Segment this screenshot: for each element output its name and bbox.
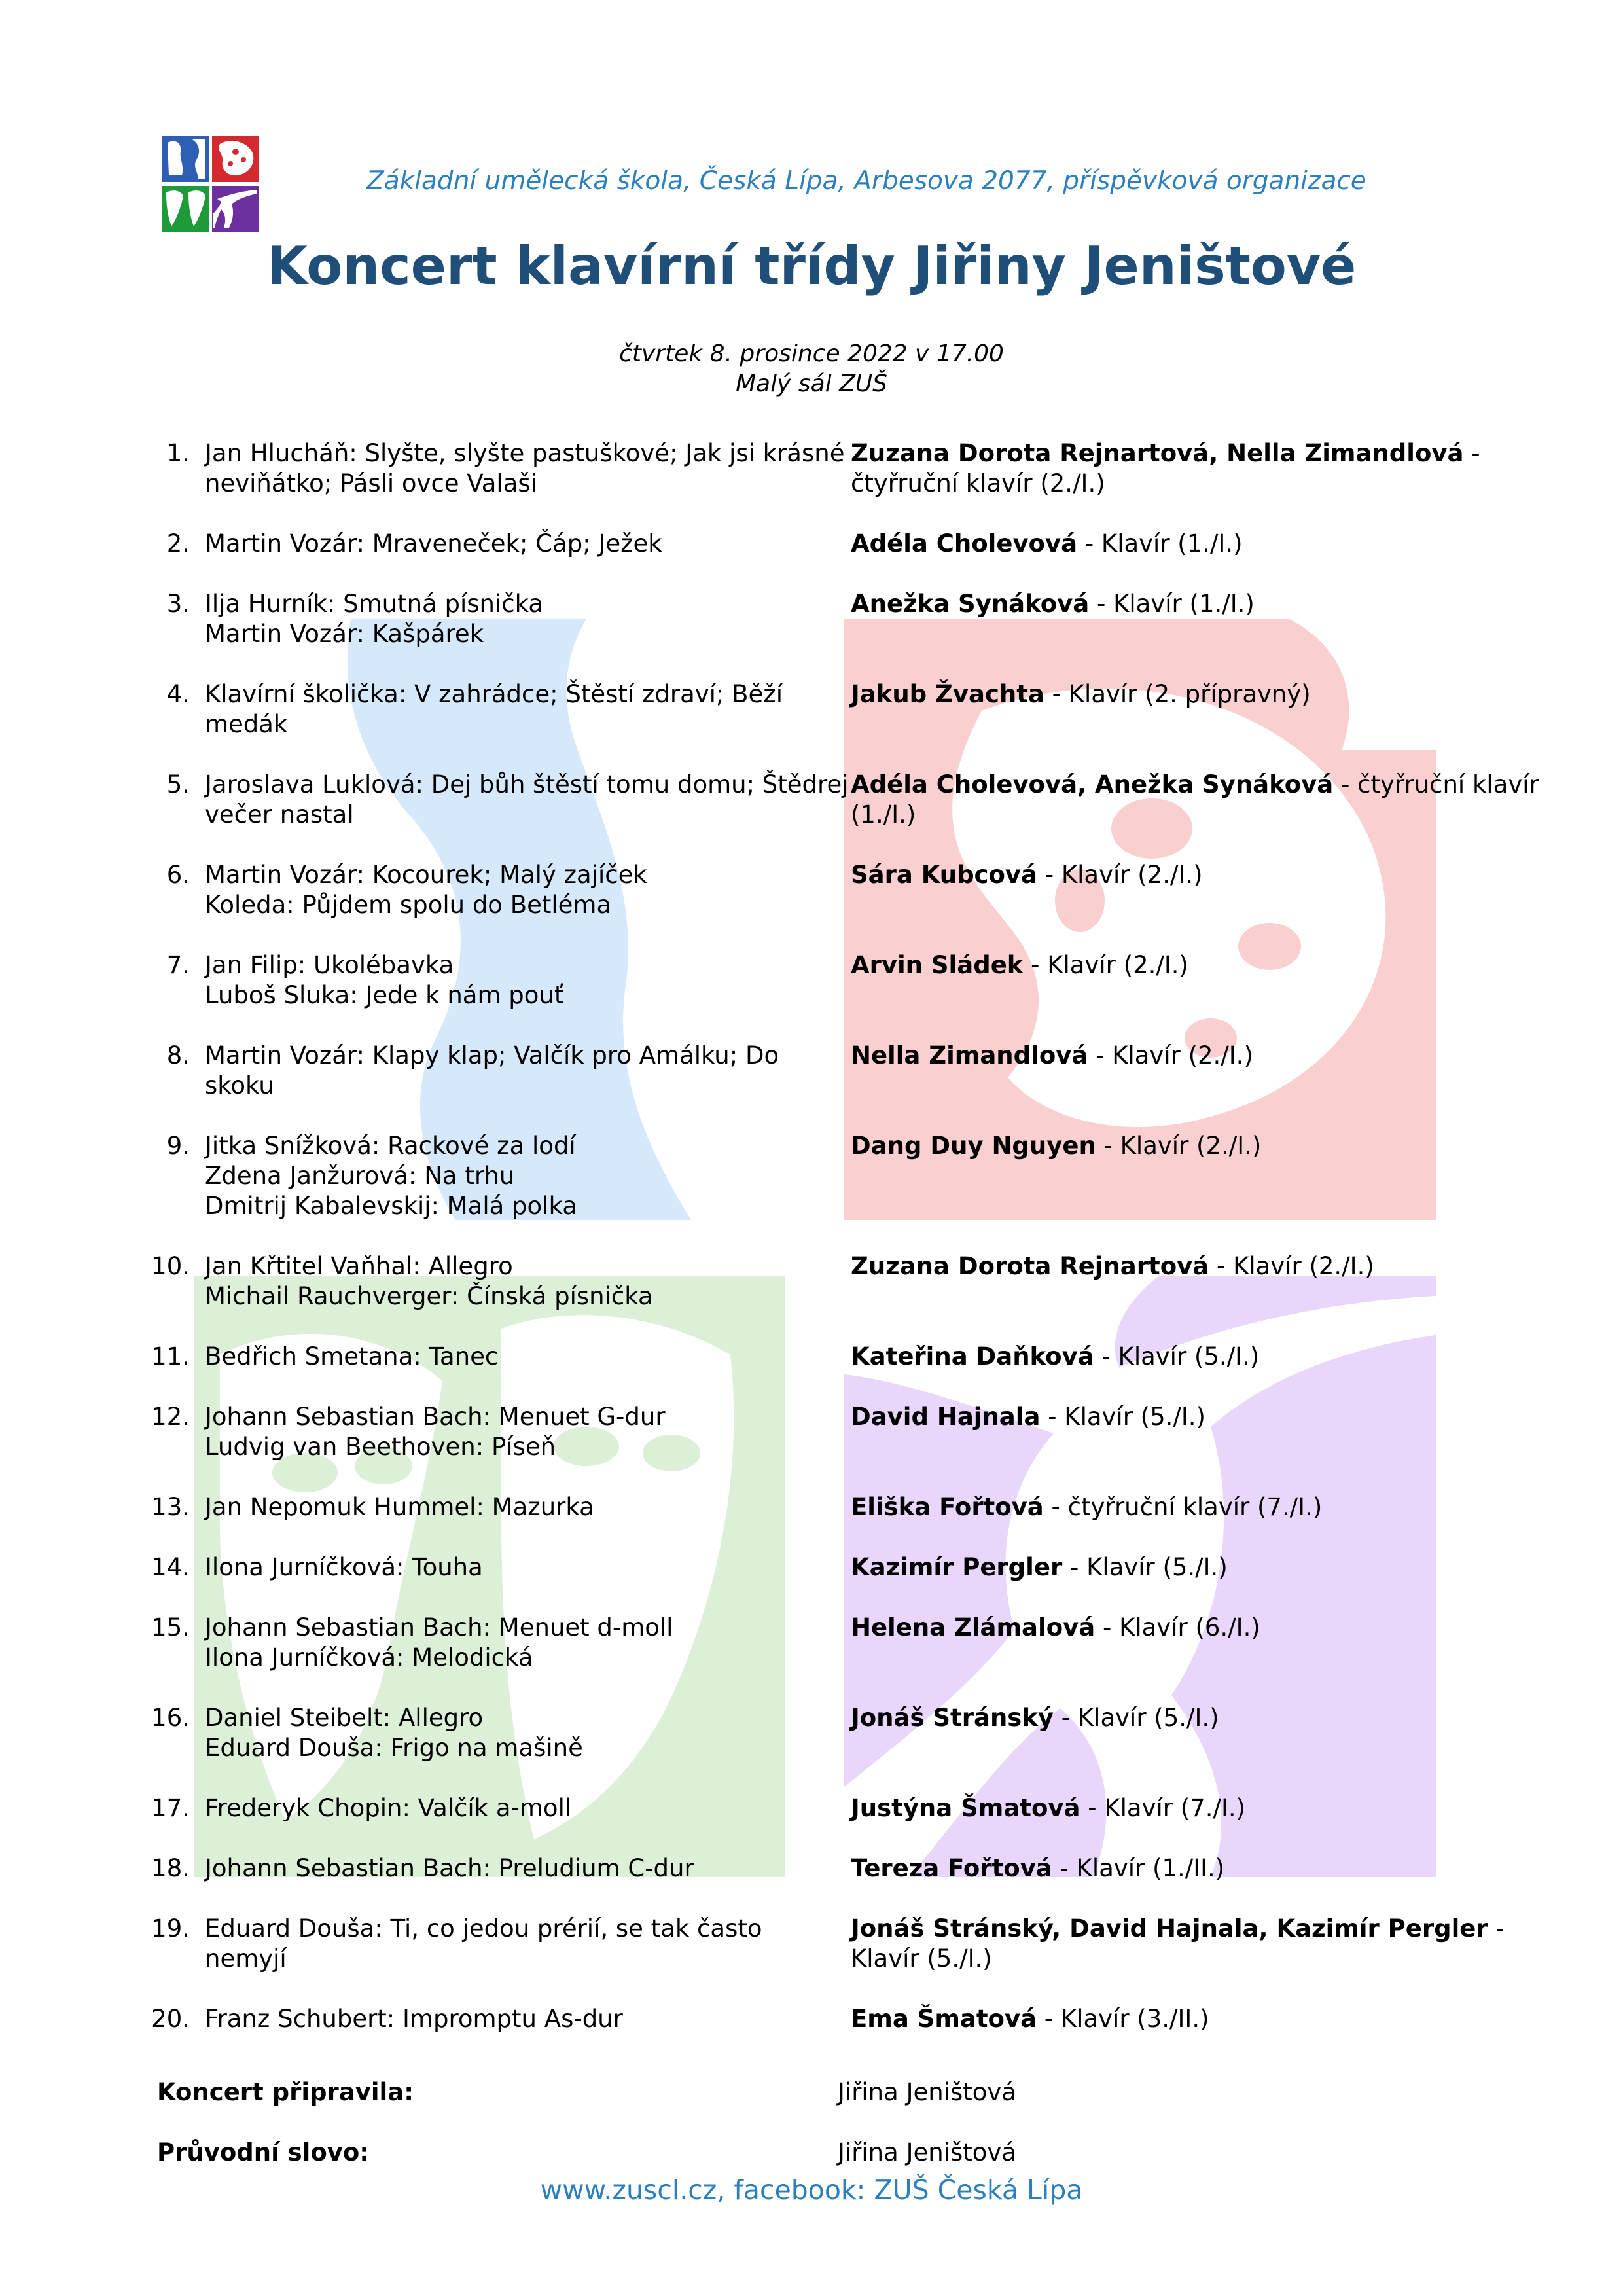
program-item-performers <box>851 770 1571 830</box>
instrument-info: - Klavír (2./I.) <box>1088 1041 1253 1069</box>
performer-names: Ema Šmatová <box>851 2005 1037 2033</box>
program-item-compositions <box>205 439 859 499</box>
program-item <box>131 2004 1479 2034</box>
performer-names: Eliška Fořtová <box>851 1493 1044 1521</box>
instrument-info: - Klavír (6./I.) <box>1095 1613 1260 1641</box>
program-item-performers <box>851 1131 1571 1161</box>
performer-names: Zuzana Dorota Rejnartová <box>851 1252 1209 1280</box>
performer-names: Nella Zimandlová <box>851 1041 1088 1069</box>
program-item-number: 4. <box>166 680 190 708</box>
program-item <box>131 1131 1479 1221</box>
program-item-performers <box>851 1793 1571 1823</box>
instrument-info: - Klavír (5./I.) <box>1062 1553 1228 1581</box>
composition-line: Eduard Douša: Ti, co jedou prérií, se tak často <box>205 1914 762 1943</box>
composition-line: Bedřich Smetana: Tanec <box>205 1342 499 1371</box>
program-item-performers <box>851 1854 1571 1884</box>
program-item <box>131 1854 1479 1884</box>
composition-line: Daniel Steibelt: Allegro <box>205 1704 484 1732</box>
composition-line: Ilona Jurníčková: Melodická <box>205 1643 533 1672</box>
instrument-info: - Klavír (2. přípravný) <box>1044 680 1311 708</box>
performer-names: Sára Kubcová <box>851 861 1037 889</box>
program-item <box>131 1613 1479 1673</box>
program-item <box>131 950 1479 1011</box>
program-item <box>131 1492 1479 1522</box>
program-item-number: 6. <box>166 861 190 889</box>
program-item-performers <box>851 1492 1571 1522</box>
program-item-performers <box>851 1552 1571 1583</box>
program-item <box>131 589 1479 649</box>
program-item-performers <box>851 679 1571 709</box>
program-item-performers <box>851 1251 1571 1282</box>
program-item-number: 10. <box>151 1252 190 1280</box>
composition-line: Dmitrij Kabalevskij: Malá polka <box>205 1192 577 1220</box>
composition-line: skoku <box>205 1071 274 1100</box>
program-item-performers <box>851 1914 1571 1974</box>
composition-line: neviňátko; Pásli ovce Valaši <box>205 469 537 497</box>
program-item <box>131 1552 1479 1583</box>
program-list <box>131 439 1539 2064</box>
program-item-compositions <box>205 1793 859 1823</box>
credit-prepared-value: Jiřina Jeništová <box>838 2078 1016 2106</box>
program-item-compositions <box>205 1402 859 1462</box>
program-item-number: 11. <box>151 1342 190 1371</box>
program-item-number: 19. <box>151 1914 190 1943</box>
program-item-performers <box>851 1402 1571 1432</box>
program-item-compositions <box>205 589 859 649</box>
instrument-info: - Klavír (5./I.) <box>1040 1403 1205 1431</box>
instrument-info: - Klavír (5./I.) <box>851 1914 1505 1973</box>
performer-names: Jonáš Stránský, David Hajnala, Kazimír Pergler <box>851 1914 1488 1943</box>
program-item-compositions <box>205 950 859 1011</box>
program-item <box>131 439 1479 499</box>
instrument-info: - Klavír (1./I.) <box>1089 590 1255 618</box>
program-item-number: 5. <box>166 770 190 798</box>
performer-names: Adéla Cholevová, Anežka Synáková <box>851 770 1334 798</box>
program-item-compositions <box>205 1552 859 1583</box>
program-item <box>131 860 1479 920</box>
program-item <box>131 1703 1479 1763</box>
program-item-number: 16. <box>151 1704 190 1732</box>
instrument-info: - Klavír (2./I.) <box>1037 861 1203 889</box>
composition-line: Jan Křtitel Vaňhal: Allegro <box>205 1252 513 1280</box>
program-item <box>131 1402 1479 1462</box>
program-item-number: 18. <box>151 1854 190 1882</box>
composition-line: Johann Sebastian Bach: Preludium C-dur <box>205 1854 694 1882</box>
instrument-info: - Klavír (1./I.) <box>1077 529 1243 558</box>
composition-line: Johann Sebastian Bach: Menuet G-dur <box>205 1403 666 1431</box>
composition-line: večer nastal <box>205 800 354 829</box>
composition-line: Franz Schubert: Impromptu As-dur <box>205 2005 623 2033</box>
instrument-info: - Klavír (2./I.) <box>1096 1132 1262 1160</box>
school-name: Základní umělecká škola, Česká Lípa, Arbesova 2077, příspěvková organizace <box>366 166 1366 196</box>
program-item-compositions <box>205 1342 859 1372</box>
performer-names: Dang Duy Nguyen <box>851 1132 1096 1160</box>
program-item-compositions <box>205 770 859 830</box>
program-item-compositions <box>205 679 859 740</box>
program-item-compositions <box>205 529 859 559</box>
instrument-info: - Klavír (3./II.) <box>1037 2005 1209 2033</box>
program-item-performers <box>851 1342 1571 1372</box>
program-item-compositions <box>205 860 859 920</box>
composition-line: Michail Rauchverger: Čínská písnička <box>205 1282 653 1310</box>
credit-prepared-label: Koncert připravila: <box>157 2078 414 2106</box>
composition-line: Koleda: Půjdem spolu do Betléma <box>205 891 612 919</box>
performer-names: Jonáš Stránský <box>851 1704 1054 1732</box>
event-info <box>0 339 1623 399</box>
composition-line: Frederyk Chopin: Valčík a-moll <box>205 1794 572 1822</box>
credit-speech-value: Jiřina Jeništová <box>838 2138 1016 2166</box>
program-item-compositions <box>205 1613 859 1673</box>
program-item-performers <box>851 950 1571 980</box>
composition-line: Zdena Janžurová: Na trhu <box>205 1162 515 1190</box>
composition-line: Johann Sebastian Bach: Menuet d-moll <box>205 1613 673 1641</box>
program-item-compositions <box>205 1854 859 1884</box>
program-item-number: 12. <box>151 1403 190 1431</box>
instrument-info: - Klavír (5./I.) <box>1094 1342 1260 1371</box>
program-item-performers <box>851 1613 1571 1643</box>
composition-line: Jaroslava Luklová: Dej bůh štěstí tomu domu; Štědrej <box>205 770 849 798</box>
composition-line: Martin Vozár: Kocourek; Malý zajíček <box>205 861 647 889</box>
program-item <box>131 1914 1505 1974</box>
performer-names: Anežka Synáková <box>851 590 1090 618</box>
program-item <box>131 679 1479 740</box>
program-item-number: 3. <box>166 590 190 618</box>
performer-names: Helena Zlámalová <box>851 1613 1096 1641</box>
composition-line: Ludvig van Beethoven: Píseň <box>205 1433 556 1461</box>
instrument-info: - čtyřruční klavír (2./I.) <box>851 439 1480 497</box>
program-item <box>131 1342 1479 1372</box>
instrument-info: - Klavír (5./I.) <box>1054 1704 1219 1732</box>
program-item-compositions <box>205 1251 859 1312</box>
program-item <box>131 1793 1479 1823</box>
composition-line: nemyjí <box>205 1945 287 1973</box>
program-item <box>131 1251 1479 1312</box>
performer-names: Arvin Sládek <box>851 951 1024 979</box>
program-item-performers <box>851 1041 1571 1071</box>
performer-names: Tereza Fořtová <box>851 1854 1052 1882</box>
performer-names: Justýna Šmatová <box>851 1794 1080 1822</box>
composition-line: Martin Vozár: Klapy klap; Valčík pro Amálku; Do <box>205 1041 779 1069</box>
program-item-number: 17. <box>151 1794 190 1822</box>
composition-line: Jitka Snížková: Rackové za lodí <box>205 1132 576 1160</box>
instrument-info: - čtyřruční klavír (7./I.) <box>1043 1493 1323 1521</box>
program-item-compositions <box>205 1914 859 1974</box>
program-item-number: 20. <box>151 2005 190 2033</box>
program-item-compositions <box>205 1492 859 1522</box>
program-item-number: 8. <box>166 1041 190 1069</box>
program-item <box>131 529 1479 559</box>
composition-line: Martin Vozár: Kašpárek <box>205 620 484 648</box>
program-item-performers <box>851 529 1571 559</box>
composition-line: Jan Filip: Ukolébavka <box>205 951 454 979</box>
credit-speech-label: Průvodní slovo: <box>157 2138 370 2166</box>
program-item-performers <box>851 1703 1571 1733</box>
program-item-compositions <box>205 2004 859 2034</box>
composition-line: Klavírní školička: V zahrádce; Štěstí zdraví; Běží <box>205 680 783 708</box>
credit-prepared <box>157 2077 1139 2138</box>
composition-line: Luboš Sluka: Jede k nám pouť <box>205 981 564 1009</box>
program-item-number: 15. <box>151 1613 190 1641</box>
page-title: Koncert klavírní třídy Jiřiny Jeništové <box>266 236 1357 296</box>
program-item-number: 1. <box>166 439 190 467</box>
instrument-info: - Klavír (2./I.) <box>1209 1252 1374 1280</box>
instrument-info: - Klavír (2./I.) <box>1023 951 1188 979</box>
composition-line: Ilona Jurníčková: Touha <box>205 1553 483 1581</box>
composition-line: Jan Hlucháň: Slyšte, slyšte pastuškové; Jak jsi krásné <box>205 439 845 467</box>
program-item-compositions <box>205 1703 859 1763</box>
event-venue: Malý sál ZUŠ <box>736 370 887 397</box>
program-item-compositions <box>205 1131 859 1221</box>
event-date: čtvrtek 8. prosince 2022 v 17.00 <box>619 340 1004 367</box>
performer-names: David Hajnala <box>851 1403 1041 1431</box>
composition-line: medák <box>205 710 288 738</box>
instrument-info: - Klavír (7./I.) <box>1080 1794 1246 1822</box>
program-item-compositions <box>205 1041 859 1101</box>
instrument-info: - čtyřruční klavír (1./I.) <box>851 770 1539 829</box>
performer-names: Zuzana Dorota Rejnartová, Nella Zimandlová <box>851 439 1464 467</box>
footer-links[interactable]: www.zuscl.cz, facebook: ZUŠ Česká Lípa <box>540 2174 1083 2206</box>
performer-names: Adéla Cholevová <box>851 529 1078 558</box>
composition-line: Ilja Hurník: Smutná písnička <box>205 590 544 618</box>
program-item-number: 13. <box>151 1493 190 1521</box>
composition-line: Jan Nepomuk Hummel: Mazurka <box>205 1493 594 1521</box>
performer-names: Kazimír Pergler <box>851 1553 1063 1581</box>
performer-names: Jakub Žvachta <box>851 680 1044 708</box>
school-logo <box>162 136 259 232</box>
program-item-performers <box>851 2004 1571 2034</box>
performer-names: Kateřina Daňková <box>851 1342 1094 1371</box>
program-item-number: 9. <box>166 1132 190 1160</box>
composition-line: Eduard Douša: Frigo na mašině <box>205 1734 583 1762</box>
program-item-performers <box>851 439 1571 499</box>
program-item <box>131 770 1539 830</box>
program-item-number: 7. <box>166 951 190 979</box>
program-item-number: 14. <box>151 1553 190 1581</box>
program-item <box>131 1041 1479 1101</box>
program-item-performers <box>851 589 1571 619</box>
instrument-info: - Klavír (1./II.) <box>1052 1854 1225 1882</box>
program-item-number: 2. <box>166 529 190 558</box>
composition-line: Martin Vozár: Mraveneček; Čáp; Ježek <box>205 529 662 558</box>
program-item-performers <box>851 860 1571 890</box>
